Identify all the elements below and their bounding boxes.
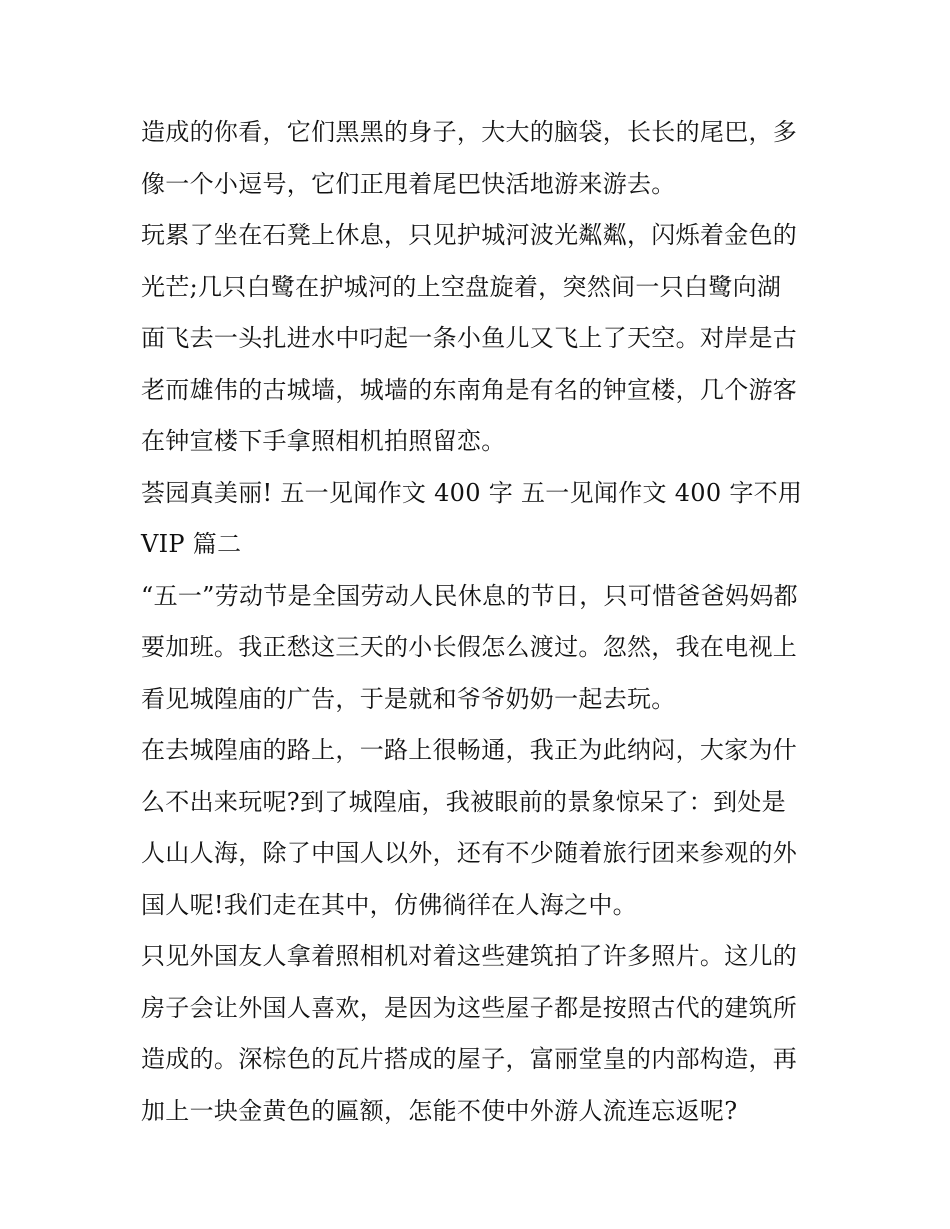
text-line: 房子会让外国人喜欢，是因为这些屋子都是按照古代的建筑所 bbox=[141, 993, 798, 1022]
text-line: 像一个小逗号，它们正甩着尾巴快活地游来游去。 bbox=[141, 169, 676, 198]
text-line: 在钟宣楼下手拿照相机拍照留恋。 bbox=[141, 427, 506, 455]
section-heading-line: 荟园真美丽! 五一见闻作文 400 字 五一见闻作文 400 字不用 bbox=[141, 478, 803, 507]
text-line: 面飞去一头扎进水中叼起一条小鱼儿又飞上了天空。对岸是古 bbox=[141, 324, 798, 352]
text-line: 造成的你看，它们黑黑的身子，大大的脑袋，长长的尾巴，多 bbox=[141, 118, 798, 146]
text-line: 么不出来玩呢?到了城隍庙，我被眼前的景象惊呆了：到处是 bbox=[141, 787, 786, 816]
text-line: 老而雄伟的古城墙，城墙的东南角是有名的钟宣楼，几个游客 bbox=[141, 375, 798, 404]
section-heading-line: VIP 篇二 bbox=[141, 530, 242, 558]
text-line: 光芒;几只白鹭在护城河的上空盘旋着，突然间一只白鹭向湖 bbox=[141, 272, 782, 301]
text-line: 玩累了坐在石凳上休息，只见护城河波光粼粼，闪烁着金色的 bbox=[141, 221, 798, 249]
text-line: 只见外国友人拿着照相机对着这些建筑拍了许多照片。这儿的 bbox=[141, 942, 798, 970]
text-line: 要加班。我正愁这三天的小长假怎么渡过。忽然，我在电视上 bbox=[141, 633, 798, 661]
text-line: 人山人海，除了中国人以外，还有不少随着旅行团来参观的外 bbox=[141, 839, 798, 867]
text-line: “五一”劳动节是全国劳动人民休息的节日，只可惜爸爸妈妈都 bbox=[141, 581, 798, 610]
text-line: 造成的。深棕色的瓦片搭成的屋子，富丽堂皇的内部构造，再 bbox=[141, 1045, 798, 1073]
text-line: 在去城隍庙的路上，一路上很畅通，我正为此纳闷，大家为什 bbox=[141, 736, 798, 764]
document-body bbox=[141, 107, 821, 1137]
text-line: 看见城隍庙的广告，于是就和爷爷奶奶一起去玩。 bbox=[141, 684, 676, 713]
text-line: 国人呢!我们走在其中，仿佛徜徉在人海之中。 bbox=[141, 890, 637, 919]
text-line: 加上一块金黄色的匾额，怎能不使中外游人流连忘返呢? bbox=[141, 1096, 738, 1125]
